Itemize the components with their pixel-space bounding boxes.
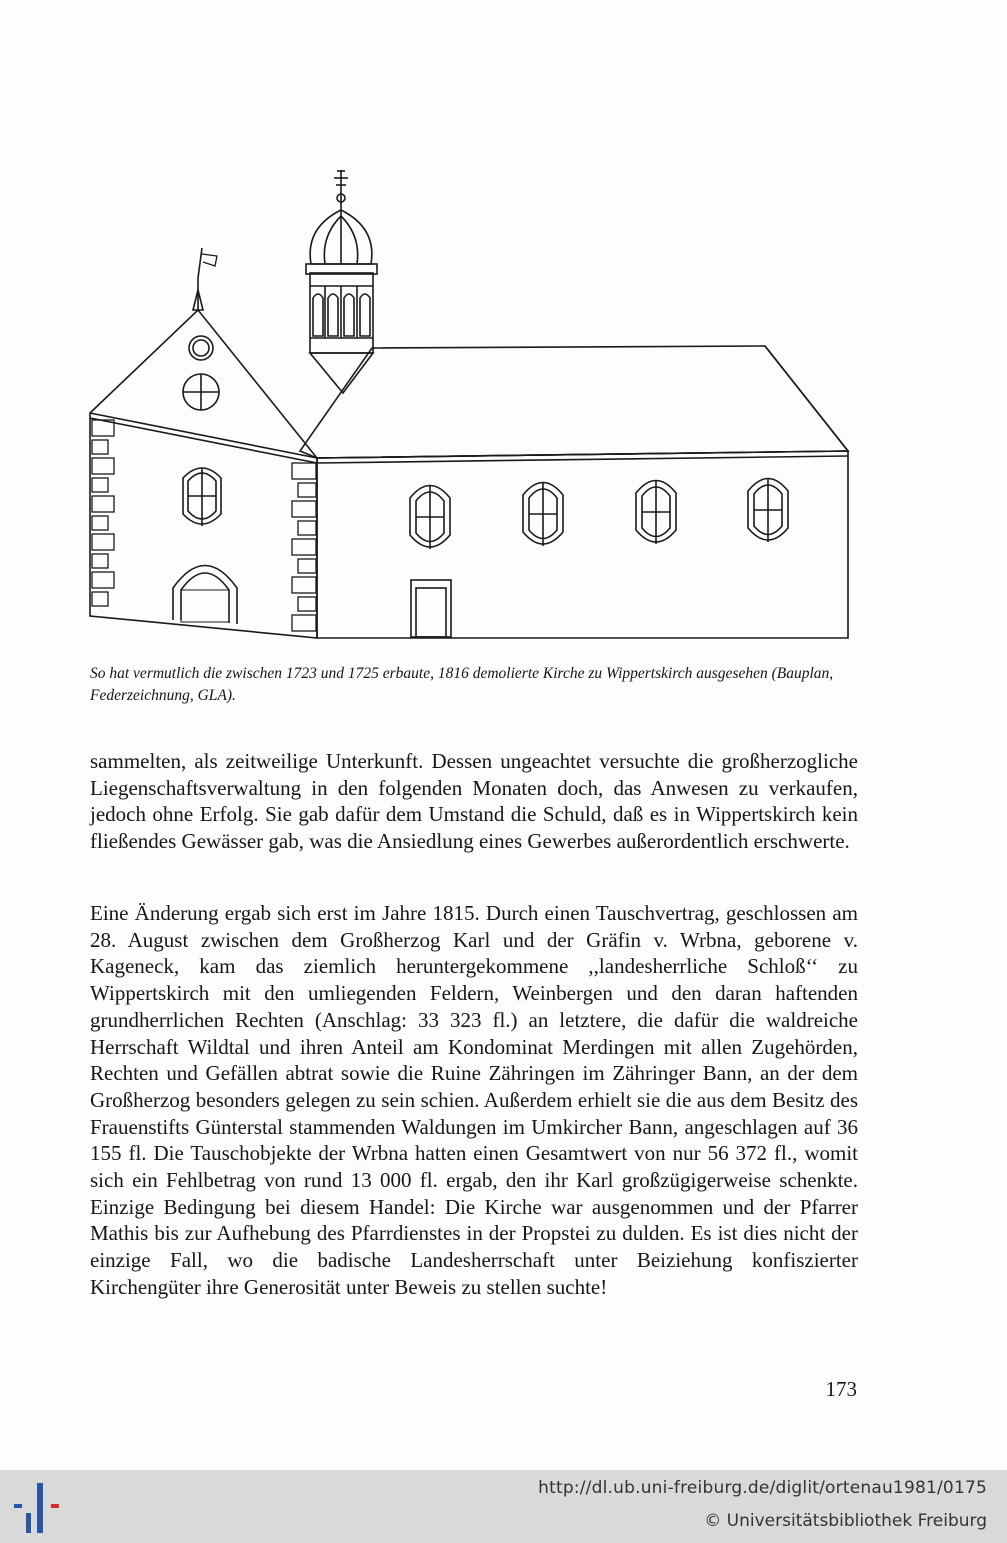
permalink-url[interactable]: http://dl.ub.uni-freiburg.de/diglit/ortenau1981/0175: [538, 1478, 987, 1498]
church-drawing-figure: [85, 158, 860, 643]
nave-roof: [300, 346, 848, 458]
library-footer-bar: [0, 1470, 1007, 1543]
paragraph-text: Eine Änderung ergab sich erst im Jahre 1815. Durch einen Tauschvertrag, geschlossen am 28. August zwischen dem Großherzog Karl und der Gräfin v. Wrbna, geborene v. Kageneck, kam das ziemlich heruntergekommene ,,landesherrliche Schloß‘‘ zu Wippertskirch mit den umliegenden Feldern, Weinbergen und den daran haftenden grundherrlichen Rechten (Anschlag: 33 323 fl.) an letztere, die dafür die waldreiche Herrschaft Wildtal und ihren Anteil am Kondominat Merdingen mit allen Zugehörden, Rechten und Gefällen abtrat sowie die Ruine Zähringen im Zähringer Bann, an der dem Großherzog besonders gelegen zu sein schien. Außerdem erhielt sie die aus dem Besitz des Frauenstifts Günterstal stammenden Waldungen im Umkircher Bann, angeschlagen auf 36 155 fl. Die Tauschobjekte der Wrbna hatten einen Gesamtwert von nur 56 372 fl., womit sich ein Fehlbetrag von rund 13 000 fl. ergab, den ihr Karl großzügigerweise schenkte. Einzige Bedingung bei diesem Handel: Die Kirche war ausgenommen und der Pfarrer Mathis bis zur Aufhebung des Pfarrdienstes in der Propstei zu dulden. Es ist dies nicht der einzige Fall, wo die badische Landesherrschaft unter Beiziehung konfiszierter Kirchengüter ihre Generosität unter Beweis zu stellen suchte!: [90, 901, 858, 1299]
body-paragraph: [90, 900, 858, 1301]
arched-portal: [173, 566, 237, 625]
church-elevation-drawing: [85, 158, 860, 643]
body-paragraph: [90, 748, 858, 855]
quoins-left: [92, 420, 114, 606]
copyright-notice: © Universitätsbibliothek Freiburg: [704, 1511, 987, 1531]
cupola-tower: [306, 170, 377, 393]
page-number: 173: [825, 1377, 857, 1401]
quoins-right: [292, 463, 316, 631]
paragraph-text: sammelten, als zeitweilige Unterkunft. Dessen ungeachtet versuchte die großherzogliche Liegenschaftsverwaltung in den folgenden Monaten doch, das Anwesen zu verkaufen, jedoch ohne Erfolg. Sie gab dafür dem Umstand die Schuld, daß es in Wippertskirch kein fließendes Gewässer gab, was die Ansiedlung eines Gewerbes außerordentlich erschwerte.: [90, 749, 858, 854]
library-logo: [10, 1483, 65, 1533]
nave-windows: [410, 478, 788, 549]
figure-caption: So hat vermutlich die zwischen 1723 und 1725 erbaute, 1816 demolierte Kirche zu Wippertskirch ausgesehen (Bauplan, Federzeichnung, GLA).: [90, 665, 834, 704]
